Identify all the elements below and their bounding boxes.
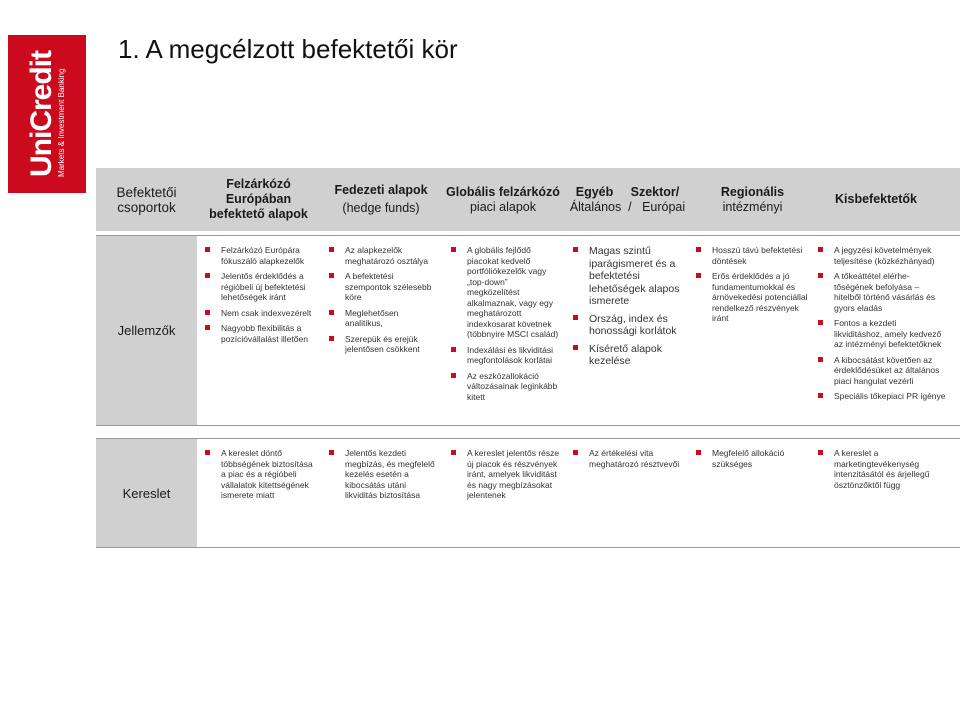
demand-col-6 xyxy=(818,448,940,495)
brand-sidebar xyxy=(0,0,95,715)
list-item: Felzárkózó Európára fókuszáló alapkezelők xyxy=(205,245,317,266)
header-col-retail xyxy=(815,168,937,231)
list-item: A kereslet a marketingtevékenység intenzitásától és árjellegű ösztönzőktől függ xyxy=(818,448,940,490)
list-item: Magas szintű iparágismeret és a befektetési lehetőségek alapos ismerete xyxy=(573,245,685,308)
list-item: Ország, index és honossági korlátok xyxy=(573,313,685,338)
list-item: Szerepük és erejük jelentősen csökkent xyxy=(329,334,437,355)
header-line: Regionális xyxy=(720,184,785,199)
header-line: piaci alapok xyxy=(469,199,536,214)
list-item: Hosszú távú befektetési döntések xyxy=(696,245,808,266)
brand-subtitle: Markets & Investment Banking xyxy=(57,68,66,177)
demand-col-2 xyxy=(329,448,437,506)
header-line: Fedezeti alapok xyxy=(334,183,428,197)
demand-col-5 xyxy=(696,448,804,474)
header-col-hedge-funds xyxy=(321,168,441,231)
list-item: A kereslet jelentős része új piacok és részvények iránt, amelyek likviditást és nagy megbízásokat jelentenek xyxy=(451,448,561,501)
brand-logo xyxy=(8,35,86,193)
characteristics-col-5 xyxy=(696,245,808,329)
demand-col-4 xyxy=(573,448,681,474)
list-item: Az alapkezelők meghatározó osztálya xyxy=(329,245,437,266)
list-item: Speciális tőkepiaci PR igénye xyxy=(818,391,946,402)
list-item: Jelentős érdeklődés a régióbeli új befektetési lehetőségek iránt xyxy=(205,271,317,303)
list-item: Fontos a kezdeti likviditáshoz, amely kedvező az intézményi befektetőknek xyxy=(818,318,946,350)
header-line: befektető alapok xyxy=(209,207,308,221)
header-line: (hedge funds) xyxy=(342,201,420,215)
characteristics-col-4 xyxy=(573,245,685,373)
list-item: A befektetési szempontok szélesebb köre xyxy=(329,271,437,303)
row-label-demand: Kereslet xyxy=(96,439,197,547)
characteristics-col-1 xyxy=(205,245,317,349)
header-col-global-emerging xyxy=(441,168,565,231)
page-title: 1. A megcélzott befektetői kör xyxy=(118,34,458,64)
list-item: Megfelelő allokáció szükséges xyxy=(696,448,804,469)
characteristics-col-2 xyxy=(329,245,437,360)
header-line: intézményi xyxy=(722,199,783,214)
list-item: Jelentős kezdeti megbízás, és megfelelő kezelés esetén a kibocsátás utáni likviditás biztosítása xyxy=(329,448,437,501)
header-line: Egyéb Szektor/ xyxy=(575,184,680,199)
list-item: Meglehetősen analitikus, xyxy=(329,308,437,329)
header-investor-groups xyxy=(96,168,197,231)
list-item: Erős érdeklődés a jó fundamentumokkal és árnövekedési potenciállal rendelkező részvények iránt xyxy=(696,271,808,324)
header-col-other-sector xyxy=(565,168,690,231)
list-item: A kereslet döntő többségének biztosítása a piac és a régióbeli vállalatok kitettségének ismerete miatt xyxy=(205,448,317,501)
header-line: Globális felzárkózó xyxy=(446,184,560,199)
row-label-characteristics: Jellemzők xyxy=(96,236,197,425)
list-item: A jegyzési követelmények teljesítése (közkézhányad) xyxy=(818,245,946,266)
header-col-catching-up-europe xyxy=(196,168,321,231)
brand-name: UniCredit xyxy=(25,51,58,177)
header-line: Felzárkózó xyxy=(226,177,291,191)
characteristics-col-6 xyxy=(818,245,946,407)
header-line: Európában xyxy=(225,192,292,206)
list-item: A tőkeáttétel elérhe-tőségének befolyása – hitelből történő vásárlás és gyors eladás xyxy=(818,271,946,313)
header-investor-groups-line1: Befektetői xyxy=(116,184,177,200)
demand-col-1 xyxy=(205,448,317,506)
list-item: Kísérető alapok kezelése xyxy=(573,343,685,368)
list-item: Az eszközallokáció változásainak leginkább kitett xyxy=(451,371,561,403)
list-item: Indexálási és likviditási megfontolások korlátai xyxy=(451,345,561,366)
list-item: A globális fejlődő piacokat kedvelő portfóliókezelők vagy „top-down” megközelítést alkalmaznak, vagy egy meghatározott indexkosarat követnek (többnyire MSCI család) xyxy=(451,245,561,340)
demand-col-3 xyxy=(451,448,561,506)
header-col-regional-institutional xyxy=(690,168,815,231)
characteristics-col-3 xyxy=(451,245,561,407)
list-item: Az értékelési vita meghatározó résztvevői xyxy=(573,448,681,469)
list-item: Nagyobb flexibilitás a pozícióvállalást illetően xyxy=(205,323,317,344)
list-item: A kibocsátást követően az érdeklődésüket az általános piaci hangulat vezérli xyxy=(818,355,946,387)
header-line: Kisbefektetők xyxy=(835,192,917,206)
list-item: Nem csak indexvezérelt xyxy=(205,308,317,319)
header-investor-groups-line2: csoportok xyxy=(117,199,176,215)
header-line: Általános / Európai xyxy=(569,199,686,214)
